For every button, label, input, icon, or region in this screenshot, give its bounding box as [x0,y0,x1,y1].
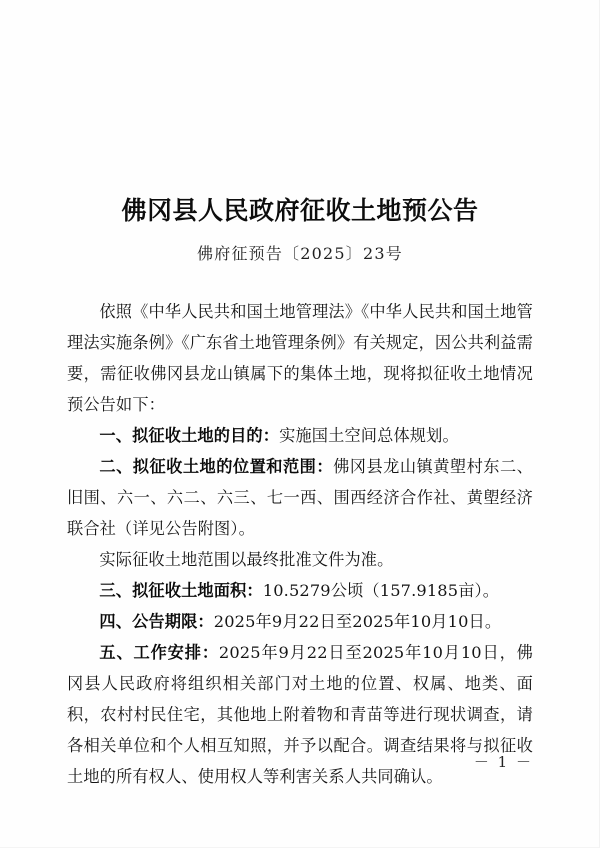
item-5-text: 2025年9月22日至2025年10月10日，佛冈县人民政府将组织相关部门对土地的位置、权属、地类、面积，农村村民住宅，其他地上附着物和青苗等进行现状调查，请各相关单位和个人相互知照，并予以配合。调查结果将与拟征收土地的所有权人、使用权人等利害关系人共同确认。 [67,643,533,786]
item-2-lead: 二、拟征收土地的位置和范围： [99,457,334,476]
preamble-paragraph: 依照《中华人民共和国土地管理法》《中华人民共和国土地管理法实施条例》《广东省土地管理条例》有关规定，因公共利益需要，需征收佛冈县龙山镇属下的集体土地，现将拟征收土地情况预公告如下： [67,302,533,414]
document-number: 佛府征预告〔2025〕23号 [197,244,403,263]
item-2-text: 佛冈县龙山镇黄塱村东二、旧围、六一、六二、六三、七一西、围西经济合作社、黄塱经济联合社（详见公告附图）。 [67,457,533,538]
page-title: 佛冈县人民政府征收土地预公告 [121,196,479,225]
page-content-area [67,0,533,848]
item-4-text: 2025年9月22日至2025年10月10日。 [213,612,502,631]
item-1 [67,420,533,451]
item-3-lead: 三、拟征收土地面积： [99,581,263,600]
item-2-note [67,544,533,575]
document-body [67,296,533,792]
item-3-text: 10.5279公顷（157.9185亩）。 [262,581,500,600]
item-4-lead: 四、公告期限： [99,612,214,631]
item-1-text: 实施国土空间总体规划。 [279,426,459,445]
item-5-lead: 五、工作安排： [99,643,219,662]
item-2 [67,451,533,544]
item-1-lead: 一、拟征收土地的目的： [99,426,280,445]
item-2-note-text: 实际征收土地范围以最终批准文件为准。 [99,550,394,569]
item-4 [67,606,533,637]
item-3 [67,575,533,606]
page-number-footer: － 1 － [473,753,533,771]
